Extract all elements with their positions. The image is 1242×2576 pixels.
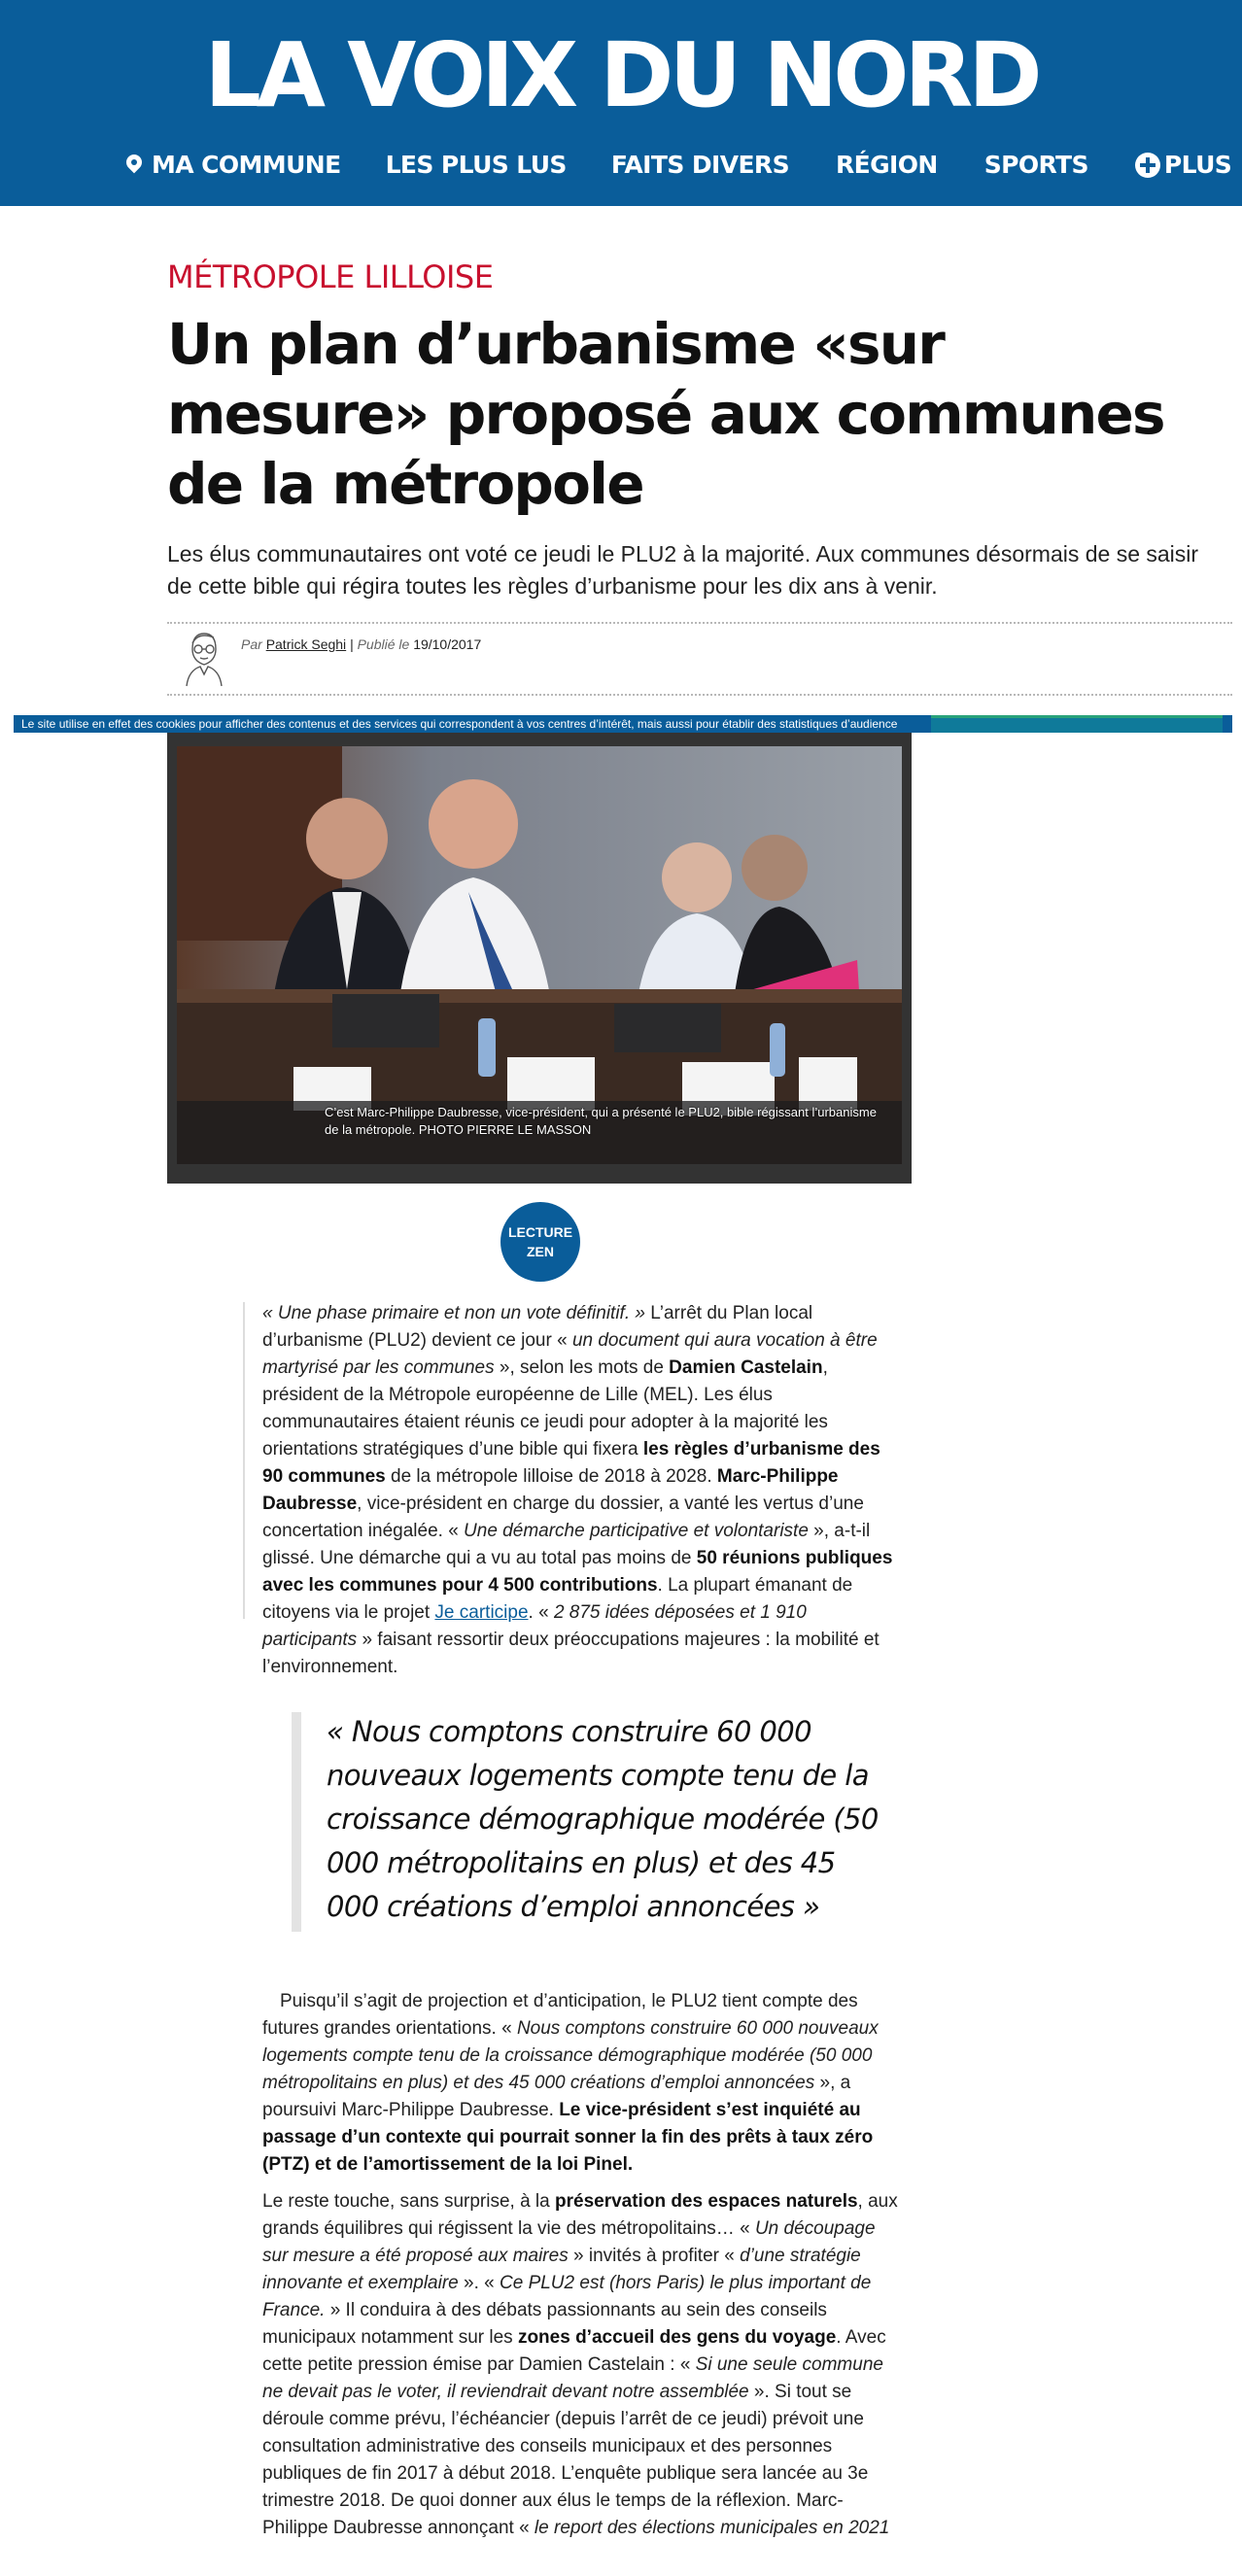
nav-label: PLUS: [1163, 151, 1232, 179]
nav-label: RÉGION: [836, 151, 938, 179]
text-run: ». Si tout se déroule comme prévu, l’échéancier (depuis l’arrêt de ce jeudi) prévoit une consultation administrative des conseils municipaux et des personnes publiques de fin 2017 à début 2018. L’enquête publique sera lancée au 3e trimestre 2018. De quoi donner aux élus le temps de la réflexion. Marc-Philippe Daubresse annonçant «: [262, 2382, 869, 2538]
text-run: 50 réunions publiques avec les communes pour 4 500 contributions: [262, 1548, 893, 1596]
nav-item-les-plus-lus[interactable]: [386, 146, 567, 185]
article-lead: Les élus communautaires ont voté ce jeudi le PLU2 à la majorité. Aux communes désormais de se saisir de cette bible qui régira toutes les règles d’urbanisme pour les dix ans à venir.: [167, 541, 1199, 599]
text-run: Si une seule commune ne devait pas le voter, il reviendrait devant notre assemblée: [262, 2354, 883, 2402]
byline-separator: |: [350, 636, 354, 652]
cookie-banner: [14, 715, 1232, 733]
text-run: Le reste touche, sans surprise, à la: [262, 2191, 555, 2212]
text-run: », a poursuivi Marc-Philippe Daubresse.: [262, 2073, 851, 2120]
nav-label: MA COMMUNE: [152, 151, 341, 179]
text-run: . «: [528, 1602, 554, 1623]
main-nav: [126, 146, 1232, 185]
nav-label: FAITS DIVERS: [610, 151, 789, 179]
author-link[interactable]: Patrick Seghi: [265, 636, 347, 652]
map-pin-icon: [126, 155, 142, 176]
paragraph-rule: [243, 1302, 251, 1619]
pullquote: « Nous comptons construire 60 000 nouveaux logements compte tenu de la croissance démographique modérée (50 000 métropolitains en plus) et des 45 000 créations d’emploi annoncées »: [327, 1715, 879, 1923]
zen-line1: LECTURE: [507, 1224, 573, 1240]
text-run: le report des élections municipales en 2021: [534, 2518, 890, 2538]
text-run: Une démarche participative et volontariste: [464, 1521, 809, 1541]
lecture-zen-button[interactable]: [500, 1202, 580, 1282]
article-title: Un plan d’urbanisme «sur mesure» proposé aux communes de la métropole: [167, 311, 1164, 517]
byline: [167, 622, 1232, 696]
text-run: Damien Castelain: [669, 1357, 823, 1378]
article-paragraph-2: [262, 1988, 904, 2179]
text-run: Le vice-président s’est inquiété au passage d’un contexte qui pourrait sonner la fin des prêts à taux zéro (PTZ) et de l’amortissement de la loi Pinel.: [262, 2100, 874, 2175]
meeting-photo: [177, 746, 902, 1164]
cookie-accept-button[interactable]: [931, 715, 1223, 733]
text-run: . La plupart émanant de citoyens via le projet: [262, 1575, 853, 1623]
nav-label: SPORTS: [983, 151, 1088, 179]
site-header: [0, 0, 1242, 206]
author-avatar-icon: [179, 628, 227, 688]
nav-label: LES PLUS LUS: [385, 151, 567, 179]
pullquote-bar: [292, 1712, 301, 1932]
article-rubric[interactable]: MÉTROPOLE LILLOISE: [167, 258, 494, 295]
text-run: 2 875 idées déposées et 1 910 participants: [262, 1602, 807, 1650]
text-run: L’arrêt du Plan local d’urbanisme (PLU2) devient ce jour «: [262, 1303, 813, 1351]
text-run: » invités à profiter «: [568, 2246, 741, 2266]
text-run: , président de la Métropole européenne de Lille (MEL). Les élus communautaires étaient réunis ce jeudi pour adopter à la majorité les orientations stratégiques d’une bible qui fixera: [262, 1357, 828, 1460]
je-participe-link[interactable]: Je carticipe: [434, 1602, 529, 1623]
text-run: », selon les mots de: [494, 1357, 670, 1378]
publish-date: 19/10/2017: [413, 636, 482, 652]
plus-circle-icon: [1135, 153, 1160, 178]
text-run: », a-t-il glissé. Une démarche qui a vu au total pas moins de: [262, 1521, 871, 1568]
text-run: d’une stratégie innovante et exemplaire: [262, 2246, 861, 2293]
cookie-text: Le site utilise en effet des cookies pour afficher des contenus et des services qui correspondent à vos centres d’intérêt, mais aussi pour établir des statistiques d’audience: [21, 717, 898, 731]
zen-line2: ZEN: [527, 1244, 554, 1259]
text-run: ». «: [458, 2273, 500, 2293]
text-run: , aux grands équilibres qui régissent la vie des métropolitains… «: [262, 2191, 898, 2239]
text-run: les règles d’urbanisme des 90 communes: [262, 1439, 880, 1487]
text-run: » faisant ressortir deux préoccupations majeures : la mobilité et l’environnement.: [262, 1630, 880, 1677]
text-run: Ce PLU2 est (hors Paris) le plus important de France.: [262, 2273, 872, 2320]
text-run: de la métropole lilloise de 2018 à 2028.: [385, 1466, 717, 1487]
text-run: un document qui aura vocation à être martyrisé par les communes: [262, 1330, 878, 1378]
text-run: , vice-président en charge du dossier, a vanté les vertus d’une concertation inégalée. «: [262, 1494, 864, 1541]
text-run: » Il conduira à des débats passionnants au sein des conseils municipaux notamment sur les: [262, 2300, 827, 2348]
article-photo: [167, 733, 912, 1184]
byline-prefix: Par: [241, 636, 262, 652]
text-run: Marc-Philippe Daubresse: [262, 1466, 839, 1514]
text-run: Un découpage sur mesure a été proposé aux maires: [262, 2218, 876, 2266]
nav-item-region[interactable]: [836, 146, 938, 185]
text-run: Nous comptons construire 60 000 nouveaux logements compte tenu de la croissance démographique modérée (50 000 métropolitains en plus) et des 45 000 créations d’emploi annoncées: [262, 2018, 879, 2093]
text-run: . Avec cette petite pression émise par Damien Castelain : «: [262, 2327, 886, 2375]
nav-item-faits-divers[interactable]: [611, 146, 789, 185]
article-paragraph-3: [262, 2188, 904, 2542]
nav-item-sports[interactable]: [984, 146, 1088, 185]
site-logo[interactable]: LA VOIX DU NORD: [204, 23, 1038, 127]
text-run: « Une phase primaire et non un vote définitif. »: [262, 1303, 645, 1323]
text-run: zones d’accueil des gens du voyage: [517, 2327, 837, 2348]
nav-item-ma-commune[interactable]: [126, 146, 341, 185]
photo-caption: C’est Marc-Philippe Daubresse, vice-président, qui a présenté le PLU2, bible régissant l’urbanisme de la métropole. PHOTO PIERRE LE MASSON: [325, 1105, 877, 1137]
text-run: préservation des espaces naturels: [555, 2191, 858, 2212]
nav-item-plus[interactable]: [1135, 146, 1231, 185]
text-run: Puisqu’il s’agit de projection et d’anticipation, le PLU2 tient compte des futures grandes orientations. «: [262, 1991, 858, 2039]
published-prefix: Publié le: [357, 636, 410, 652]
article-paragraph-1: [262, 1300, 904, 1681]
byline-text: [241, 636, 481, 652]
